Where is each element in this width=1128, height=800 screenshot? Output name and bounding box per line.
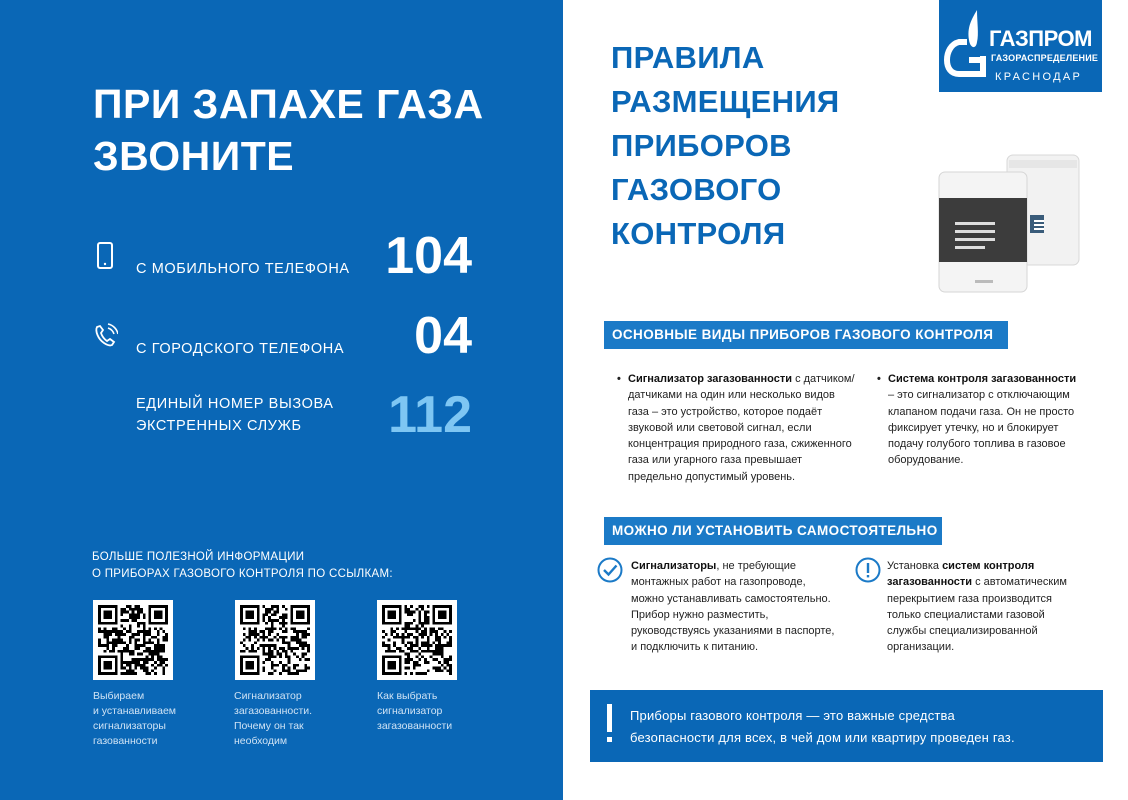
emergency-title — [93, 78, 513, 182]
bullet-icon: • — [617, 373, 621, 385]
mobile-phone-icon — [92, 242, 118, 270]
emergency-number: 112 — [388, 386, 472, 444]
item-title: систем контроля загазованности — [887, 560, 1035, 589]
gas-detector-illustration — [935, 150, 1085, 300]
item-text: , не требующие монтажных работ на газопроводе, можно устанавливать самостоятельно. Прибор нужно разместить, руководствуясь указаниями в паспорте, и подключить к питанию. — [631, 560, 835, 654]
emergency-label — [136, 393, 334, 437]
mobile-number: 104 — [385, 227, 472, 285]
logo-line-3: КРАСНОДАР — [995, 71, 1083, 83]
logo-line-1: ГАЗПРОМ — [989, 26, 1092, 51]
gazprom-flame-icon — [943, 6, 989, 86]
rules-title-line: РАЗМЕЩЕНИЯ — [611, 84, 840, 119]
item-title: Сигнализатор загазованности — [628, 373, 793, 385]
qr-caption-1 — [93, 689, 203, 749]
item-text: с автоматическим перекрытием газа производится только специалистами газовой службы специализированной организации. — [887, 576, 1067, 654]
item-text: – это сигнализатор с отключающим клапаном подачи газа. Он не просто фиксирует утечку, но и блокирует подачу голубого топлива в газовое оборудование. — [888, 389, 1075, 467]
qr-code-icon — [98, 605, 168, 675]
qr-code-1[interactable] — [93, 600, 173, 680]
exclamation-dot — [607, 737, 612, 742]
title-line-2: ЗВОНИТЕ — [93, 133, 295, 179]
caption-line: и устанавливаем — [93, 705, 177, 717]
emergency-label-line-1: ЕДИНЫЙ НОМЕР ВЫЗОВА — [136, 396, 334, 412]
caption-line: сигнализаторы — [93, 720, 166, 732]
caption-line: газованности — [93, 735, 158, 747]
emergency-panel — [0, 0, 563, 800]
mobile-phone-row — [92, 228, 472, 284]
qr-caption-3 — [377, 689, 487, 734]
rules-title-line: КОНТРОЛЯ — [611, 216, 786, 251]
bullet-icon: • — [877, 373, 881, 385]
banner-line-1: Приборы газового контроля — это важные средства — [630, 708, 955, 723]
emergency-number-row — [92, 385, 472, 445]
landline-phone-icon — [92, 322, 118, 350]
banner-line-2: безопасности для всех, в чей дом или квартиру проведен газ. — [630, 730, 1015, 745]
caption-line: загазованности — [377, 720, 453, 732]
qr-caption-2 — [234, 689, 344, 749]
item-self-install-alarm — [631, 558, 841, 656]
item-control-system-install — [887, 558, 1082, 656]
qr-code-icon — [240, 605, 310, 675]
item-title: Сигнализаторы — [631, 560, 717, 572]
caption-line: необходим — [234, 735, 288, 747]
landline-number: 04 — [414, 307, 472, 365]
caption-line: загазованности. — [234, 705, 313, 717]
safety-banner — [590, 690, 1103, 762]
gazprom-logo — [939, 0, 1102, 92]
landline-phone-row — [92, 308, 472, 364]
landline-label: С ГОРОДСКОГО ТЕЛЕФОНА — [136, 341, 345, 357]
caption-line: сигнализатор — [377, 705, 443, 717]
qr-code-icon — [382, 605, 452, 675]
logo-line-2: ГАЗОРАСПРЕДЕЛЕНИЕ — [991, 53, 1099, 63]
banner-text — [630, 705, 1090, 749]
item-text: с датчиком/ датчиками на один или несколько видов газа – это устройство, которое подаёт звуковой или световой сигнал, если концентрация природного газа, сжиженного газа или угарного газа превышает предельно допустимый уровень. — [628, 373, 855, 483]
item-control-system — [877, 371, 1078, 469]
more-info-line-2: О ПРИБОРАХ ГАЗОВОГО КОНТРОЛЯ ПО ССЫЛКАМ: — [92, 568, 393, 580]
caption-line: Выбираем — [93, 690, 145, 702]
caption-line: Как выбрать — [377, 690, 438, 702]
section-heading-types: ОСНОВНЫЕ ВИДЫ ПРИБОРОВ ГАЗОВОГО КОНТРОЛЯ — [604, 321, 1008, 349]
mobile-label: С МОБИЛЬНОГО ТЕЛЕФОНА — [136, 261, 350, 277]
warning-circle-icon — [855, 557, 881, 583]
more-info-line-1: БОЛЬШЕ ПОЛЕЗНОЙ ИНФОРМАЦИИ — [92, 551, 305, 563]
exclamation-icon — [607, 704, 612, 732]
caption-line: Почему он так — [234, 720, 304, 732]
rules-title-line: ПРАВИЛА — [611, 40, 765, 75]
item-title: Система контроля загазованности — [888, 373, 1077, 385]
emergency-label-line-2: ЭКСТРЕННЫХ СЛУЖБ — [136, 418, 302, 434]
more-info-text — [92, 549, 393, 583]
caption-line: Сигнализатор — [234, 690, 302, 702]
rules-title-line: ПРИБОРОВ ГАЗОВОГО — [611, 128, 792, 207]
rules-title — [611, 36, 971, 256]
title-line-1: ПРИ ЗАПАХЕ ГАЗА — [93, 81, 484, 127]
item-gas-alarm — [617, 371, 858, 485]
qr-code-2[interactable] — [235, 600, 315, 680]
qr-code-3[interactable] — [377, 600, 457, 680]
check-circle-icon — [597, 557, 623, 583]
section-heading-self-install: МОЖНО ЛИ УСТАНОВИТЬ САМОСТОЯТЕЛЬНО — [604, 517, 942, 545]
item-pre: Установка — [887, 560, 943, 572]
